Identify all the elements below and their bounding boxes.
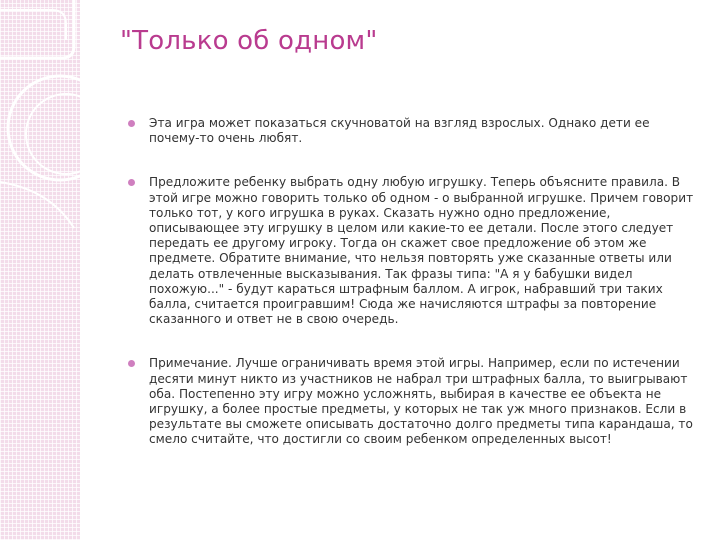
bullet-text: Эта игра может показаться скучноватой на взгляд взрослых. Однако дети ее почему-то очень любят. (149, 116, 650, 146)
bullet-dot-icon (128, 179, 135, 186)
bullet-item (128, 116, 694, 146)
slide-title: "Только об одном" (120, 26, 378, 56)
bullet-text: Предложите ребенку выбрать одну любую игрушку. Теперь объясните правила. В этой игре можно говорить только об одном - о выбранной игрушке. Причем говорит только тот, у кого игрушка в руках. Сказать нужно одно предложение, описывающее эту игрушку в целом или какие-то ее детали. После этого следует передать ее другому игроку. Тогда он скажет свое предложение об этом же предмете. Обратите внимание, что нельзя повторять уже сказанные ответы или делать отвлеченные высказывания. Так фразы типа: "А я у бабушки видел похожую..." - будут караться штрафным баллом. А игрок, набравший три таких балла, считается проигравшим! Сюда же начисляются штрафы за повторение сказанного и ответ не в свою очередь. (149, 175, 694, 327)
bullet-text: Примечание. Лучше ограничивать время этой игры. Например, если по истечении десяти минут никто из участников не набрал три штрафных балла, то выигрывают оба. Постепенно эту игру можно усложнять, выбирая в качестве ее объекта не игрушку, а более простые предметы, у которых не так уж много признаков. Если в результате вы сможете описывать достаточно долго предметы типа карандаша, то смело считайте, что достигли со своим ребенком определенных высот! (149, 356, 693, 447)
bullet-dot-icon (128, 360, 135, 367)
bullet-item (128, 175, 694, 327)
bullet-list (128, 116, 694, 477)
decorative-curves (0, 0, 140, 540)
bullet-item (128, 356, 694, 447)
bullet-dot-icon (128, 120, 135, 127)
